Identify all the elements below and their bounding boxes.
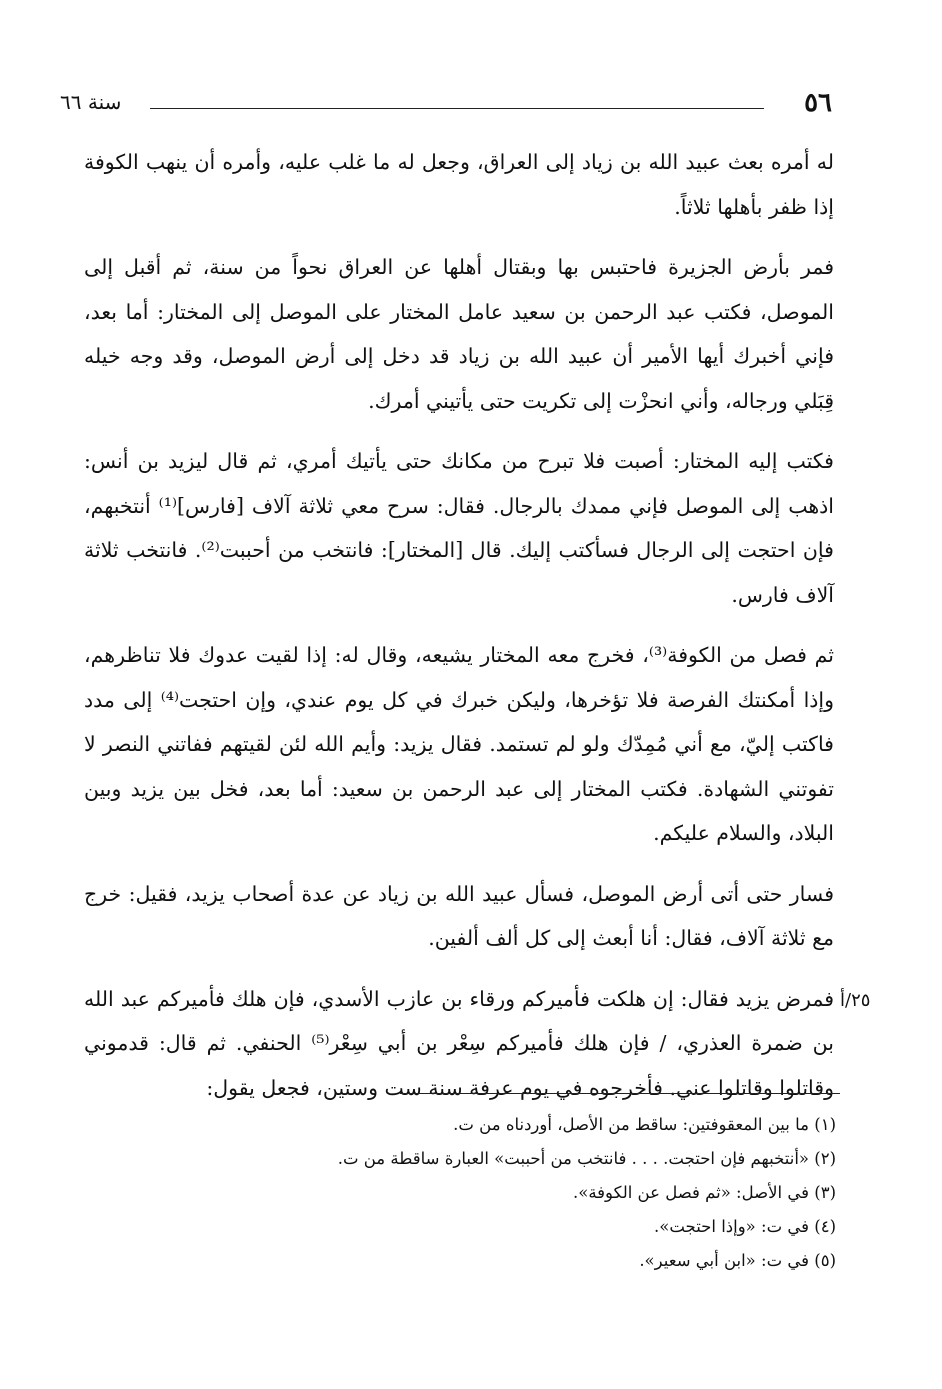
paragraph	[84, 140, 834, 229]
main-text	[84, 140, 834, 1110]
page-header	[60, 88, 832, 128]
footnote: (٣) في الأصل: «ثم فصل عن الكوفة».	[572, 1183, 836, 1202]
paragraph	[84, 872, 834, 961]
paragraph-text: له أمره بعث عبيد الله بن زياد إلى العراق، وجعل له ما غلب عليه، وأمره أن ينهب الكوفة إذا ظفر بأهلها ثلاثاً.	[84, 150, 834, 219]
paragraph	[84, 977, 834, 1111]
footnote: (٤) في ت: «وإذا احتجت».	[654, 1217, 836, 1236]
folio-margin-note: ٢٥/أ	[840, 990, 871, 1011]
paragraph-text: فسار حتى أتى أرض الموصل، فسأل عبيد الله بن زياد عن عدة أصحاب يزيد، فقيل: خرج مع ثلاثة آلاف، فقال: أنا أبعث إلى كل ألف ألفين.	[84, 881, 834, 950]
paragraph	[84, 245, 834, 423]
paragraph	[84, 633, 834, 856]
paragraph-text: فمرض يزيد فقال: إن هلكت فأميركم ورقاء بن عازب الأسدي، فإن هلك فأميركم عبد الله بن ضمرة العذري، / فإن هلك فأميركم سِعْر بن أبي سِعْر⁽⁵⁾ الحنفي. ثم قال: قدموني وقاتلوا وقاتلوا عني. فأخرجوه في يوم عرفة سنة ست وستين، فجعل يقول:	[84, 986, 834, 1100]
page-number: ٥٦	[804, 88, 832, 118]
footnote: (٥) في ت: «ابن أبي سعير».	[639, 1251, 836, 1270]
running-title: سنة ٦٦	[60, 90, 122, 114]
footnote: (١) ما بين المعقوفتين: ساقط من الأصل، أوردناه من ت.	[453, 1115, 836, 1134]
header-rule	[150, 108, 764, 109]
paragraph-text: ثم فصل من الكوفة⁽³⁾، فخرج معه المختار يشيعه، وقال له: إذا لقيت عدوك فلا تناظرهم، وإذا أمكنتك الفرصة فلا تؤخرها، وليكن خبرك في كل يوم عندي، وإن احتجت⁽⁴⁾ إلى مدد فاكتب إليّ، مع أني مُمِدّك ولو لم تستمد. فقال يزيد: وأيم الله لئن لقيتهم ففاتني النصر لا تفوتني الشهادة. فكتب المختار إلى عبد الرحمن بن سعيد: أما بعد، فخل بين يزيد وبين البلاد، والسلام عليكم.	[84, 643, 834, 845]
paragraph-text: فمر بأرض الجزيرة فاحتبس بها وبقتال أهلها عن العراق نحواً من سنة، ثم أقبل إلى الموصل، فكتب عبد الرحمن بن سعيد عامل المختار على الموصل إلى المختار: أما بعد، فإني أخبرك أيها الأمير أن عبيد الله بن زياد قد دخل إلى أرض الموصل، وقد وجه خيله قِبَلي ورجاله، وأني انحزْت إلى تكريت حتى يأتيني أمرك.	[84, 255, 834, 413]
footnotes	[150, 1108, 836, 1278]
footnote: (٢) «أنتخبهم فإن احتجت. . . . فانتخب من أحببت» العبارة ساقطة من ت.	[337, 1149, 836, 1168]
paragraph	[84, 439, 834, 617]
footnote-rule	[400, 1093, 840, 1094]
paragraph-text: فكتب إليه المختار: أصبت فلا تبرح من مكانك حتى يأتيك أمري، ثم قال ليزيد بن أنس: اذهب إلى الموصل فإني ممدك بالرجال. فقال: سرح معي ثلاثة آلاف [فارس]⁽¹⁾ أنتخبهم، فإن احتجت إلى الرجال فسأكتب إليك. قال [المختار]: فانتخب من أحببت⁽²⁾. فانتخب ثلاثة آلاف فارس.	[84, 449, 834, 607]
